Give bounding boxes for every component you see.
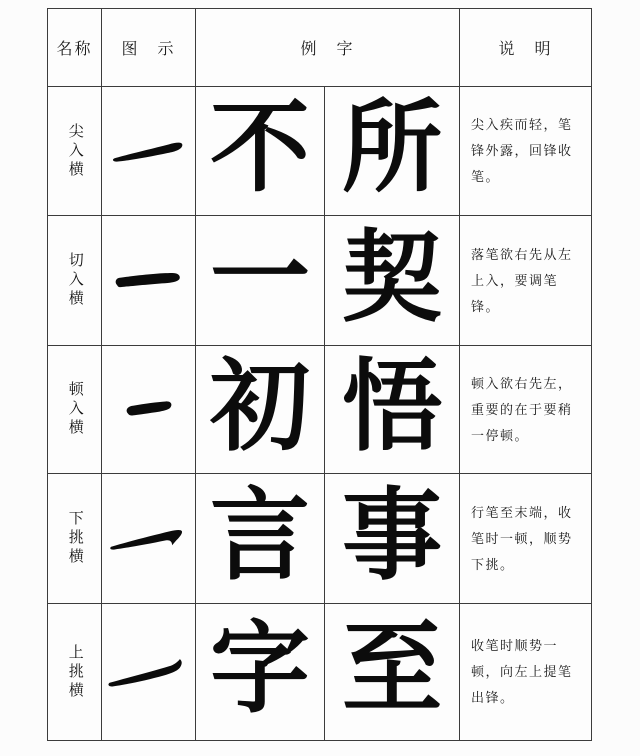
cut-entry-stroke-icon [109,264,189,298]
stroke-illustration-cell [102,216,196,346]
example-character-cell [325,216,460,346]
explanation-text: 尖入疾而轻，笔锋外露，回锋收笔。 [471,117,573,184]
explanation-cell [460,604,592,741]
table-row-name-cell [48,346,102,474]
example-character: 事 [342,480,442,592]
up-flick-stroke-icon [106,653,192,691]
table-row-name-cell [48,87,102,216]
table-row-name-cell [48,216,102,346]
example-character-cell [196,604,325,741]
explanation-text: 收笔时顺势一顿，向左上提笔出锋。 [471,638,573,705]
example-character-cell [325,87,460,216]
explanation-cell [460,346,592,474]
explanation-cell [460,87,592,216]
example-character-cell [196,474,325,604]
example-character-cell [325,604,460,741]
explanation-text: 顿入欲右先左，重要的在于要稍一停顿。 [471,375,573,443]
explanation-text: 落笔欲右先从左上入，要调笔锋。 [471,246,573,314]
example-character: 言 [210,480,310,592]
column-header-name: 名称 [48,9,102,87]
example-character: 字 [210,614,310,725]
stroke-illustration-cell [102,87,196,216]
example-character: 初 [210,351,310,463]
example-character-cell [325,346,460,474]
calligraphy-stroke-table [47,8,592,741]
example-character-cell [196,87,325,216]
explanation-text: 行笔至末端，收笔时一顿，顺势下挑。 [471,504,573,572]
down-flick-stroke-icon [107,521,191,557]
sharp-entry-stroke-icon [109,134,189,168]
explanation-cell [460,474,592,604]
example-character: 一 [210,222,310,334]
example-character: 所 [342,93,442,204]
stroke-illustration-cell [102,474,196,604]
example-character: 不 [210,93,310,204]
stroke-illustration-cell [102,604,196,741]
table-row-name-cell [48,474,102,604]
explanation-cell [460,216,592,346]
stroke-name-label: 切入横 [66,252,83,309]
example-character-cell [196,346,325,474]
pause-entry-stroke-icon [117,394,181,426]
stroke-name-label: 尖入横 [66,122,83,180]
column-header-examples: 例 字 [196,9,460,87]
example-character-cell [196,216,325,346]
stroke-name-label: 下挑横 [66,510,83,567]
stroke-illustration-cell [102,346,196,474]
example-character: 至 [342,614,442,725]
example-character-cell [325,474,460,604]
stroke-name-label: 上挑横 [66,643,83,701]
example-character: 契 [342,222,442,334]
table-row-name-cell [48,604,102,741]
stroke-name-label: 顿入横 [66,381,83,438]
example-character: 悟 [342,351,442,463]
column-header-illustration: 图 示 [102,9,196,87]
column-header-explanation: 说 明 [460,9,592,87]
